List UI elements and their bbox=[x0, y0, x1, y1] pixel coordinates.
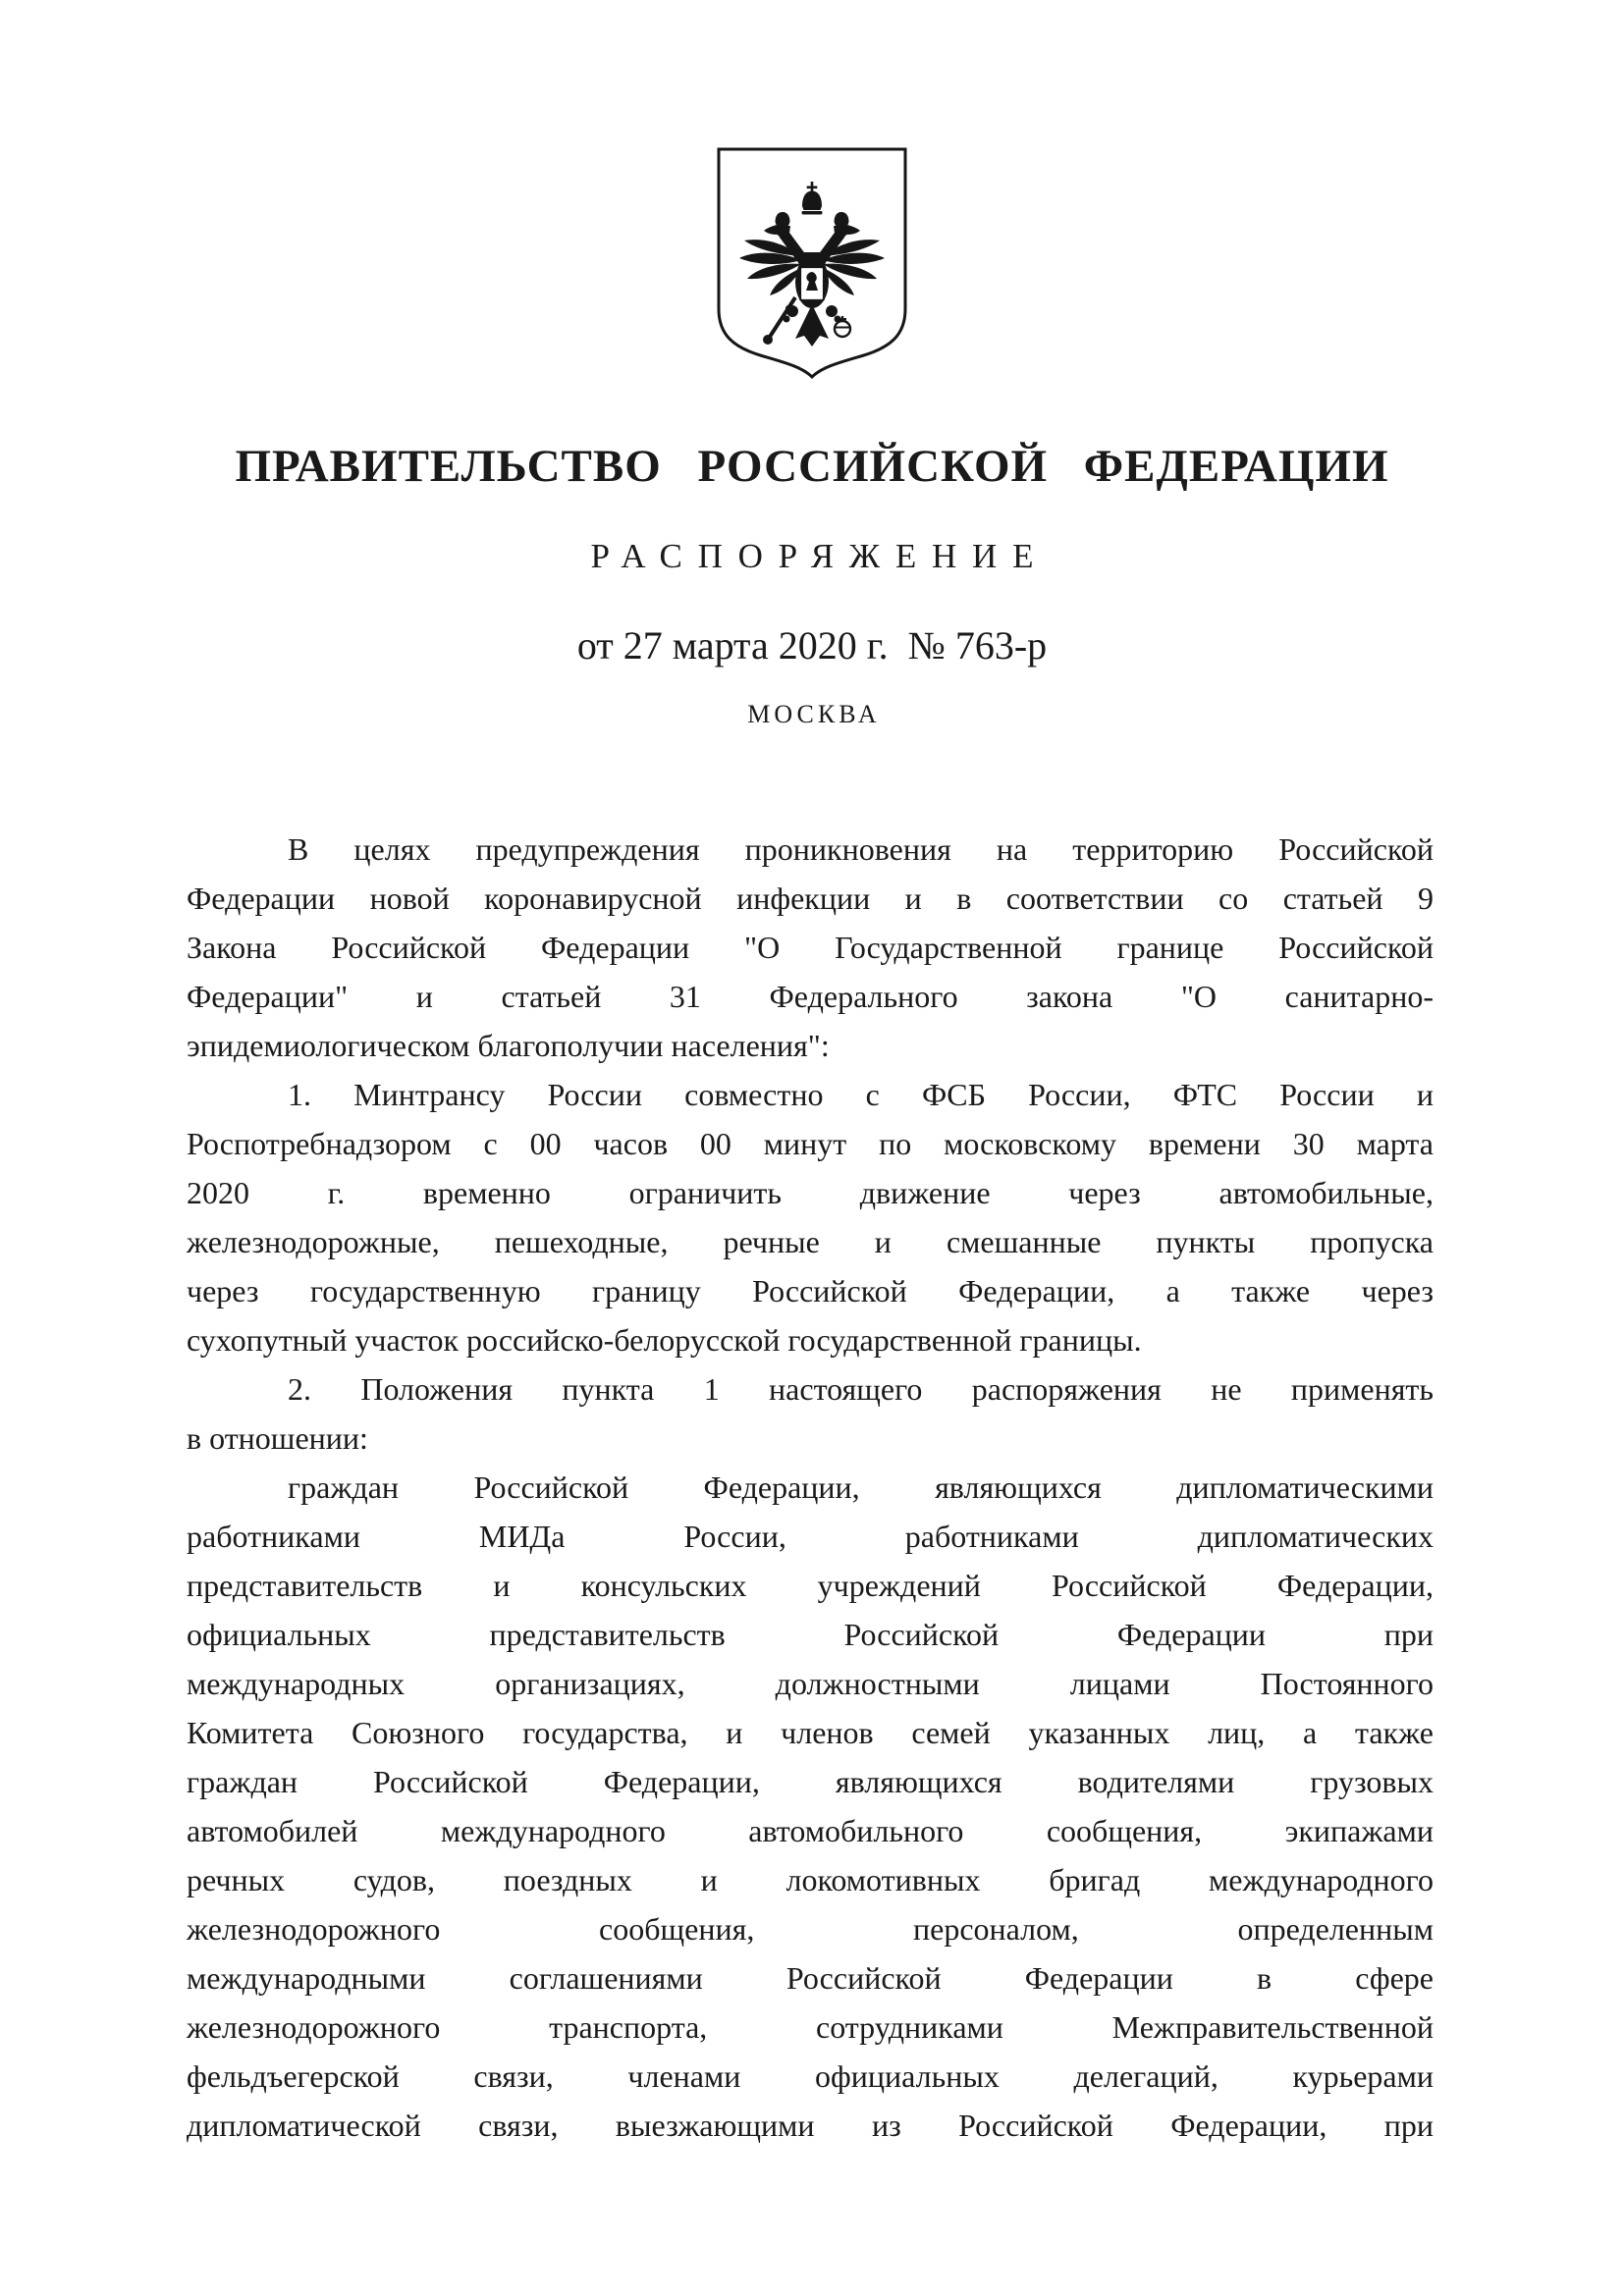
body-line: Закона Российской Федерации "О Государственной границе Российской bbox=[187, 930, 1434, 965]
body-line: граждан Российской Федерации, являющихся дипломатическими bbox=[288, 1469, 1434, 1505]
body-line: через государственную границу Российской Федерации, а также через bbox=[187, 1273, 1434, 1308]
body-line: дипломатической связи, выезжающими из Российской Федерации, при bbox=[187, 2108, 1434, 2143]
coat-of-arms bbox=[714, 144, 910, 380]
body-line: железнодорожные, пешеходные, речные и смешанные пункты пропуска bbox=[187, 1224, 1434, 1259]
document-body bbox=[187, 825, 1434, 2150]
body-line: в отношении: bbox=[187, 1420, 368, 1456]
document-issuer-title: ПРАВИТЕЛЬСТВО РОССИЙСКОЙ ФЕДЕРАЦИИ bbox=[235, 441, 1389, 492]
document-date-number: от 27 марта 2020 г. № 763-р bbox=[576, 623, 1048, 667]
body-line: Роспотребнадзором с 00 часов 00 минут по московскому времени 30 марта bbox=[187, 1126, 1434, 1161]
body-line: официальных представительств Российской Федерации при bbox=[187, 1617, 1434, 1652]
document-city: МОСКВА bbox=[747, 700, 881, 728]
body-line: эпидемиологическом благополучии населения": bbox=[187, 1028, 830, 1063]
body-line: Комитета Союзного государства, и членов семей указанных лиц, а также bbox=[187, 1715, 1434, 1750]
russian-double-headed-eagle-icon bbox=[714, 144, 910, 380]
body-line: работниками МИДа России, работниками дипломатических bbox=[187, 1519, 1434, 1554]
body-line: автомобилей международного автомобильного сообщения, экипажами bbox=[187, 1813, 1434, 1848]
body-line: сухопутный участок российско-белорусской государственной границы. bbox=[187, 1322, 1142, 1358]
body-line: международными соглашениями Российской Федерации в сфере bbox=[187, 1960, 1434, 1996]
body-line: Федерации новой коронавирусной инфекции и в соответствии со статьей 9 bbox=[187, 881, 1434, 916]
body-line: железнодорожного сообщения, персоналом, определенным bbox=[187, 1911, 1434, 1947]
body-line: железнодорожного транспорта, сотрудниками Межправительственной bbox=[187, 2009, 1434, 2045]
body-line: фельдъегерской связи, членами официальных делегаций, курьерами bbox=[187, 2058, 1434, 2094]
body-line: 1. Минтрансу России совместно с ФСБ России, ФТС России и bbox=[288, 1077, 1434, 1112]
body-line: Федерации" и статьей 31 Федерального закона "О санитарно- bbox=[187, 979, 1434, 1014]
body-line: представительств и консульских учреждений Российской Федерации, bbox=[187, 1568, 1434, 1603]
body-line: 2. Положения пункта 1 настоящего распоряжения не применять bbox=[288, 1371, 1434, 1407]
document-type-title: РАСПОРЯЖЕНИЕ bbox=[590, 537, 1050, 575]
body-line: речных судов, поездных и локомотивных бригад международного bbox=[187, 1862, 1434, 1897]
body-line: В целях предупреждения проникновения на территорию Российской bbox=[288, 831, 1434, 867]
body-line: граждан Российской Федерации, являющихся водителями грузовых bbox=[187, 1764, 1434, 1799]
body-line: 2020 г. временно ограничить движение через автомобильные, bbox=[187, 1175, 1434, 1210]
body-line: международных организациях, должностными лицами Постоянного bbox=[187, 1666, 1434, 1701]
